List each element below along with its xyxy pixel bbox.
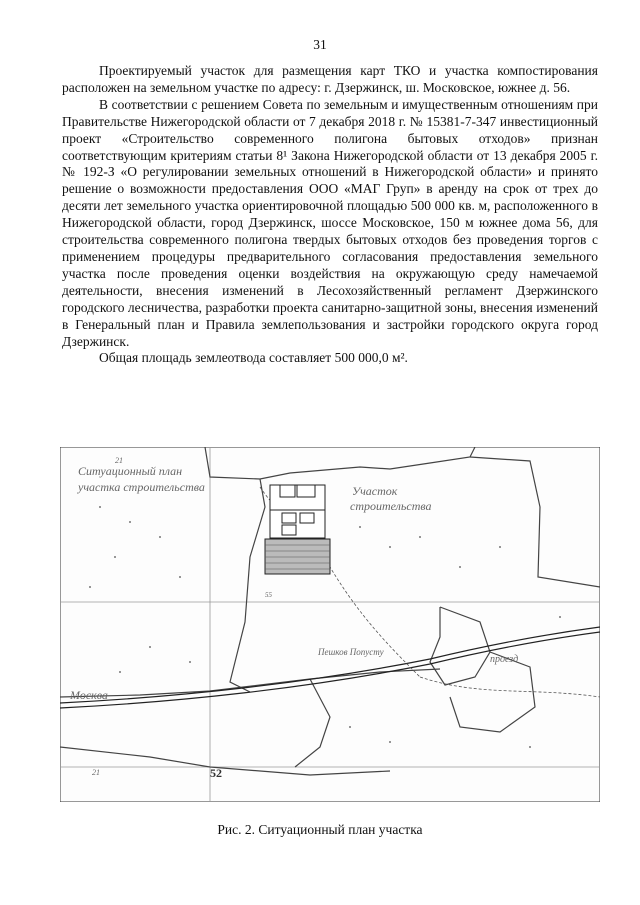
paragraph-area: Общая площадь землеотвода составляет 500 000,0 м². — [99, 350, 408, 366]
map-label-moskva: Москва — [70, 688, 108, 702]
map-label-right: проезд — [490, 654, 519, 665]
paragraph-location: Проектируемый участок для размещения карт ТКО и участка компостирования расположен на земельном участке по адресу: г. Дзержинск, ш. Московское, южнее д. 56. — [62, 63, 598, 95]
map-label-quarter-52: 52 — [210, 766, 222, 780]
map-label-mid: Пешков Попусту — [318, 647, 384, 657]
page-number: 31 — [313, 37, 327, 52]
paragraph-decision: В соответствии с решением Совета по земельным и имущественным отношениям при Правительстве Нижегородской области от 7 декабря 2018 г. № 15381-7-347 инвестиционный проект «Строительство современного полигона бытовых отходов» признан соответствующим критериям статьи 8¹ Закона Нижегородской области от 13 декабря 2005 г. № 192-З «О регулировании земельных отношений в Нижегородской области» и принято решение о возможности предоставления ООО «МАГ Груп» в аренду на срок от трех до десяти лет земельного участка ориентировочной площадью 500 000 кв. м, расположенного в Нижегородской области, город Дзержинск, шоссе Московское, 150 м южнее дома 56, для строительства современного полигона твердых бытовых отходов без проведения торгов с применением процедуры предварительного согласования предоставления земельного участка после проведения оценки воздействия на окружающую среду намечаемой деятельности, внесения изменений в Лесохозяйственный регламент Дзержинского городского лесничества, разработки проекта санитарно-защитной зоны, внесения изменений в Генеральный план и Правила землепользования и застройки городского округа город Дзержинск. — [62, 96, 598, 349]
map-label-plan-line2: участка строительства — [78, 480, 205, 494]
map-label-plan-line1: Ситуационный план — [78, 464, 183, 478]
map-label-quarter-bottom: 21 — [92, 768, 100, 777]
figure-caption: Рис. 2. Ситуационный план участка — [217, 822, 423, 837]
body-text — [62, 63, 598, 367]
map-label-quarter: 21 — [115, 456, 123, 465]
map-label-site-line2: строительства — [350, 499, 432, 513]
map-label-site-line1: Участок — [352, 484, 398, 498]
map-label-small: 55 — [265, 591, 272, 599]
situational-plan-map — [60, 447, 600, 802]
